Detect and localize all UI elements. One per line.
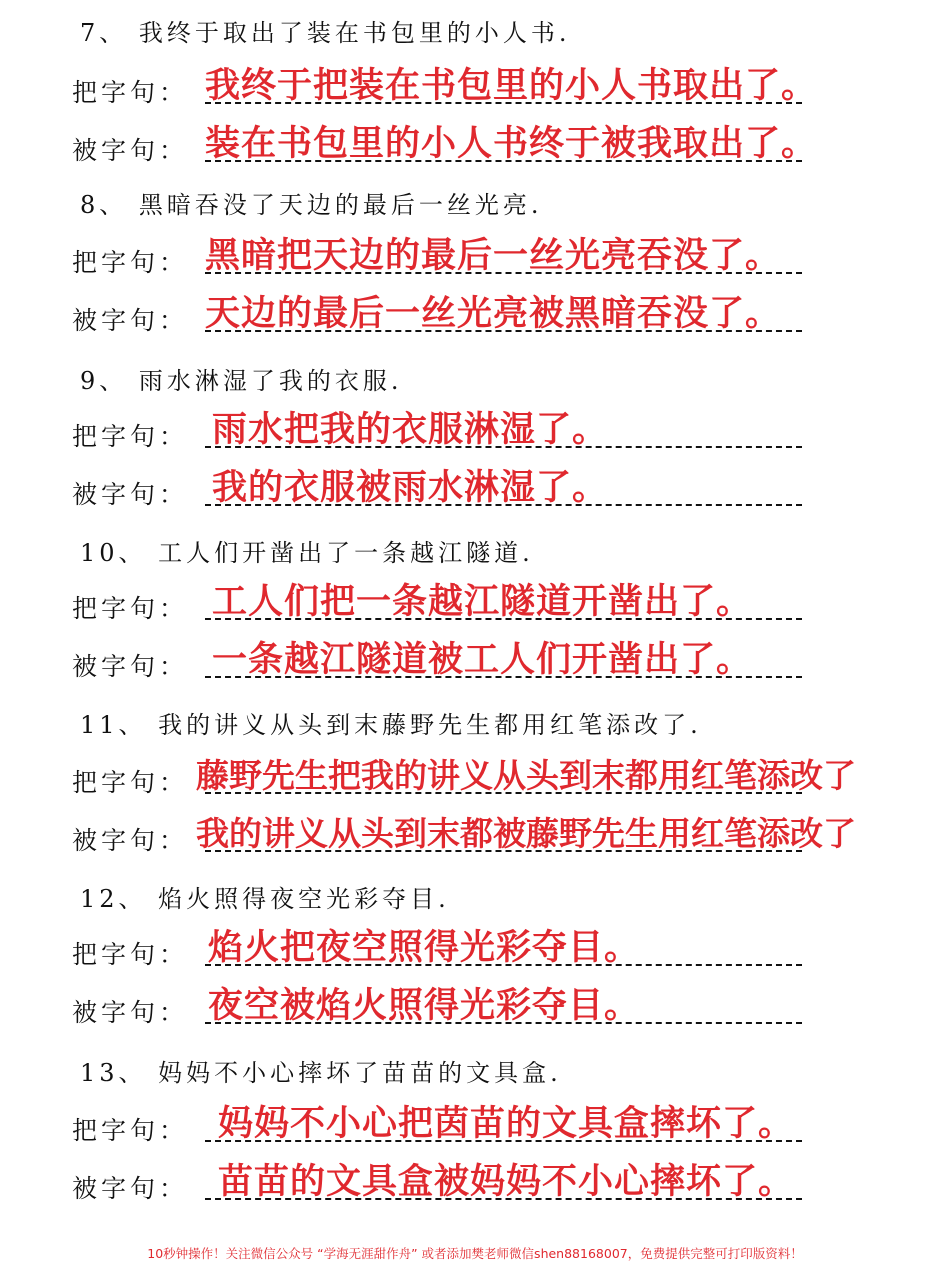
bei-answer: 我的讲义从头到末都被藤野先生用红笔添改了 [196, 814, 856, 853]
question-sentence: 11、 我的讲义从头到末藤野先生都用红笔添改了. [80, 711, 702, 739]
footer-promo-text: 10秒钟操作！关注微信公众号 “学海无涯甜作舟” 或者添加樊老师微信shen88168007，免费提供完整可打印版资料！ [147, 1246, 803, 1261]
ba-label: 把字句： [72, 1116, 189, 1145]
ba-sentence-row [0, 410, 950, 454]
bei-label: 被字句： [72, 998, 189, 1027]
question-sentence: 10、 工人们开凿出了一条越江隧道. [80, 539, 534, 567]
bei-answer: 苗苗的文具盒被妈妈不小心摔坏了。 [218, 1162, 795, 1202]
ba-label: 把字句： [72, 78, 189, 107]
bei-sentence-row [0, 986, 950, 1030]
ba-sentence-row [0, 1104, 950, 1148]
ba-label: 把字句： [72, 248, 189, 277]
question-sentence: 12、 焰火照得夜空光彩夺目. [80, 885, 450, 913]
bei-sentence-row [0, 124, 950, 168]
ba-sentence-row [0, 756, 950, 800]
ba-label: 把字句： [72, 594, 189, 623]
ba-sentence-row [0, 928, 950, 972]
ba-answer: 工人们把一条越江隧道开凿出了。 [212, 582, 753, 622]
bei-answer: 我的衣服被雨水淋湿了。 [212, 468, 609, 508]
bei-label: 被字句： [72, 1174, 189, 1203]
ba-answer: 藤野先生把我的讲义从头到末都用红笔添改了 [196, 756, 856, 795]
question-sentence: 8、 黑暗吞没了天边的最后一丝光亮. [80, 191, 543, 219]
ba-sentence-row [0, 66, 950, 110]
bei-label: 被字句： [72, 480, 189, 509]
bei-sentence-row [0, 294, 950, 338]
bei-sentence-row [0, 640, 950, 684]
ba-label: 把字句： [72, 768, 189, 797]
bei-sentence-row [0, 814, 950, 858]
bei-answer: 装在书包里的小人书终于被我取出了。 [205, 124, 818, 164]
bei-sentence-row [0, 1162, 950, 1206]
ba-sentence-row [0, 582, 950, 626]
ba-answer: 雨水把我的衣服淋湿了。 [212, 410, 609, 450]
bei-label: 被字句： [72, 826, 189, 855]
bei-sentence-row [0, 468, 950, 512]
question-sentence: 13、 妈妈不小心摔坏了苗苗的文具盒. [80, 1059, 562, 1087]
bei-answer: 夜空被焰火照得光彩夺目。 [208, 986, 641, 1026]
bei-label: 被字句： [72, 136, 189, 165]
bei-answer: 一条越江隧道被工人们开凿出了。 [212, 640, 753, 680]
ba-answer: 我终于把装在书包里的小人书取出了。 [205, 66, 818, 106]
bei-label: 被字句： [72, 652, 189, 681]
bei-label: 被字句： [72, 306, 189, 335]
ba-answer: 妈妈不小心把茵苗的文具盒摔坏了。 [218, 1104, 795, 1144]
ba-label: 把字句： [72, 940, 189, 969]
ba-sentence-row [0, 236, 950, 280]
ba-answer: 黑暗把天边的最后一丝光亮吞没了。 [205, 236, 782, 276]
question-sentence: 7、 我终于取出了装在书包里的小人书. [80, 19, 571, 47]
ba-label: 把字句： [72, 422, 189, 451]
bei-answer: 天边的最后一丝光亮被黑暗吞没了。 [205, 294, 782, 334]
question-sentence: 9、 雨水淋湿了我的衣服. [80, 367, 403, 395]
ba-answer: 焰火把夜空照得光彩夺目。 [208, 928, 641, 968]
